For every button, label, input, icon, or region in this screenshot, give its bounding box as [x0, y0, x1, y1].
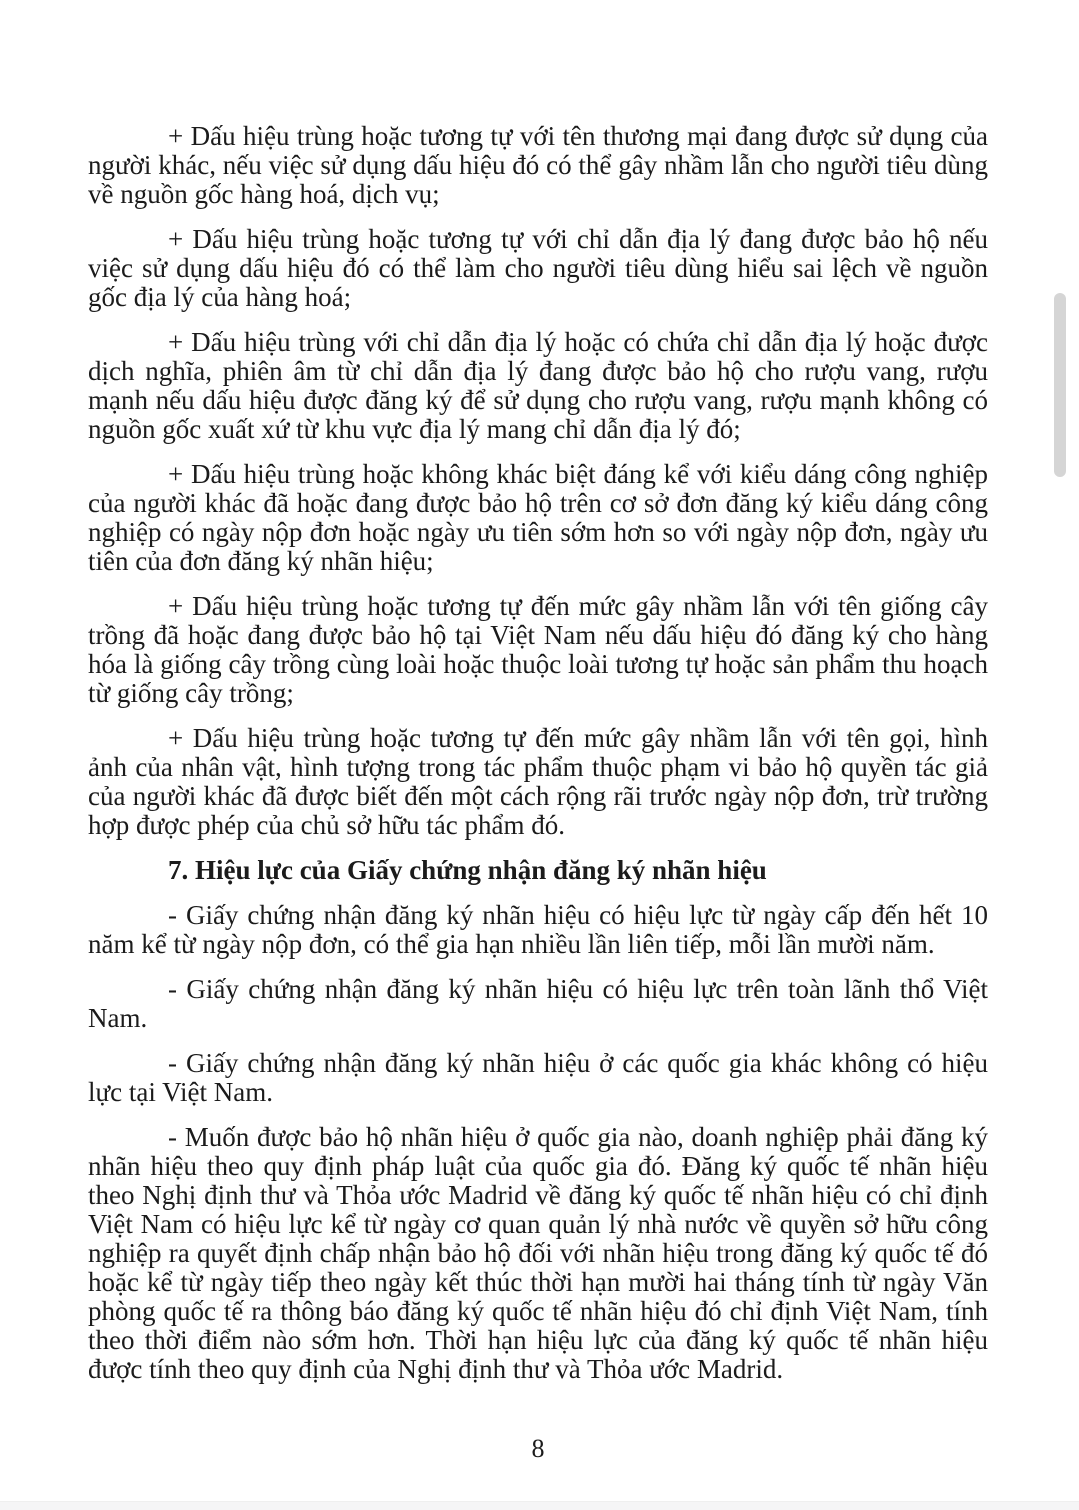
- paragraph-validity-territory: - Giấy chứng nhận đăng ký nhãn hiệu có hiệu lực trên toàn lãnh thổ Việt Nam.: [88, 974, 988, 1033]
- paragraph-international-registration: - Muốn được bảo hộ nhãn hiệu ở quốc gia nào, doanh nghiệp phải đăng ký nhãn hiệu theo quy định pháp luật của quốc gia đó. Đăng ký quốc tế nhãn hiệu theo Nghị định thư và Thỏa ước Madrid về đăng ký quốc tế nhãn hiệu có chỉ định Việt Nam có hiệu lực kể từ ngày cơ quan quản lý nhà nước về quyền sở hữu công nghiệp ra quyết định chấp nhận bảo hộ đối với nhãn hiệu trong đăng ký quốc tế đó hoặc kể từ ngày tiếp theo ngày kết thúc thời hạn mười hai tháng tính từ ngày Văn phòng quốc tế ra thông báo đăng ký quốc tế nhãn hiệu đó chỉ định Việt Nam, tính theo thời điểm nào sớm hơn. Thời hạn hiệu lực của đăng ký quốc tế nhãn hiệu được tính theo quy định của Nghị định thư và Thỏa ước Madrid.: [88, 1122, 988, 1384]
- section-heading-validity: 7. Hiệu lực của Giấy chứng nhận đăng ký nhãn hiệu: [168, 855, 767, 885]
- paragraph-validity-term: - Giấy chứng nhận đăng ký nhãn hiệu có hiệu lực từ ngày cấp đến hết 10 năm kể từ ngày nộp đơn, có thể gia hạn nhiều lần liên tiếp, mỗi lần mười năm.: [88, 900, 988, 959]
- paragraph-geographical-indication-wine: + Dấu hiệu trùng với chỉ dẫn địa lý hoặc có chứa chỉ dẫn địa lý hoặc được dịch nghĩa, phiên âm từ chỉ dẫn địa lý đang được bảo hộ cho rượu vang, rượu mạnh nếu dấu hiệu được đăng ký để sử dụng cho rượu vang, rượu mạnh không có nguồn gốc xuất xứ từ khu vực địa lý mang chỉ dẫn địa lý đó;: [88, 327, 988, 444]
- paragraph-industrial-design-conflict: + Dấu hiệu trùng hoặc không khác biệt đáng kể với kiểu dáng công nghiệp của người khác đã hoặc đang được bảo hộ trên cơ sở đơn đăng ký kiểu dáng công nghiệp có ngày nộp đơn hoặc ngày ưu tiên sớm hơn so với ngày nộp đơn, ngày ưu tiên của đơn đăng ký nhãn hiệu;: [88, 459, 988, 576]
- page-number: 8: [531, 1434, 545, 1463]
- paragraph-geographical-indication-confusion: + Dấu hiệu trùng hoặc tương tự với chỉ dẫn địa lý đang được bảo hộ nếu việc sử dụng dấu hiệu đó có thể làm cho người tiêu dùng hiểu sai lệch về nguồn gốc địa lý của hàng hoá;: [88, 224, 988, 312]
- vertical-scrollbar-thumb[interactable]: [1054, 293, 1066, 477]
- paragraph-plant-variety-conflict: + Dấu hiệu trùng hoặc tương tự đến mức gây nhầm lẫn với tên giống cây trồng đã hoặc đang được bảo hộ tại Việt Nam nếu dấu hiệu đó đăng ký cho hàng hóa là giống cây trồng cùng loài hoặc thuộc loài tương tự hoặc sản phẩm thu hoạch từ giống cây trồng;: [88, 591, 988, 708]
- paragraph-trade-name-conflict: + Dấu hiệu trùng hoặc tương tự với tên thương mại đang được sử dụng của người khác, nếu việc sử dụng dấu hiệu đó có thể gây nhầm lẫn cho người tiêu dùng về nguồn gốc hàng hoá, dịch vụ;: [88, 121, 988, 209]
- horizontal-scrollbar-track[interactable]: [0, 1501, 1079, 1510]
- document-text: [88, 122, 988, 1463]
- paragraph-copyright-character-conflict: + Dấu hiệu trùng hoặc tương tự đến mức gây nhầm lẫn với tên gọi, hình ảnh của nhân vật, hình tượng trong tác phẩm thuộc phạm vi bảo hộ quyền tác giả của người khác đã được biết đến một cách rộng rãi trước ngày nộp đơn, trừ trường hợp được phép của chủ sở hữu tác phẩm đó.: [88, 723, 988, 840]
- paragraph-foreign-certificates: - Giấy chứng nhận đăng ký nhãn hiệu ở các quốc gia khác không có hiệu lực tại Việt Nam.: [88, 1048, 988, 1107]
